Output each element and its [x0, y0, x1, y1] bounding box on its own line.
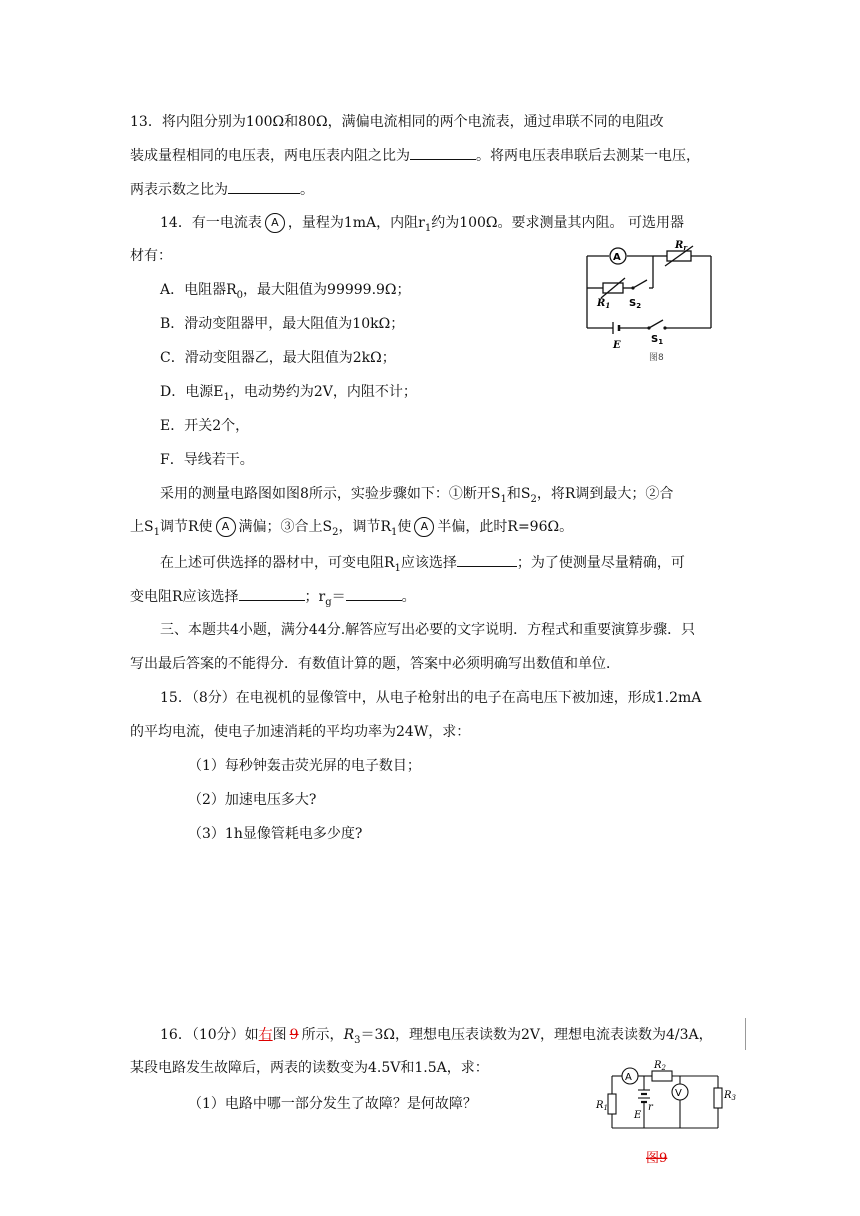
figure-8-circuit — [583, 238, 717, 368]
q13-text: 两表示数之比为 — [130, 182, 228, 198]
resistor-r3-label: $R_3$ — [724, 1090, 736, 1102]
ammeter-symbol: A — [265, 213, 285, 233]
option-text: D．电源E — [160, 384, 224, 400]
q14-ask-line2 — [130, 586, 416, 613]
ammeter-label: A — [613, 252, 621, 263]
q14-text: ，将R调到最大；②合 — [536, 486, 674, 502]
q16-text: 所示， — [301, 1027, 344, 1043]
q14-text: ，量程为1mA，内阻r — [287, 215, 425, 231]
circuit-diagram — [583, 238, 717, 368]
q14-text: ，调节R — [338, 519, 392, 535]
subscript: 1 — [424, 222, 432, 234]
resistor-r1-label: $R_1$ — [597, 298, 611, 310]
internal-r-label: r — [648, 1102, 653, 1113]
q14-text: 和S — [506, 486, 531, 502]
q15-line2: 的平均电流，使电子加速消耗的平均功率为24W，求： — [130, 724, 471, 740]
answer-blank[interactable] — [346, 586, 402, 601]
q13-text: 。 — [300, 182, 314, 198]
circuit-diagram — [594, 1058, 740, 1170]
option-b: B．滑动变阻器甲，最大阻值为10kΩ； — [160, 316, 405, 332]
q13-line3 — [130, 179, 314, 200]
ammeter-symbol: A — [414, 517, 434, 537]
voltmeter-label: V — [675, 1088, 682, 1099]
source-e-label: E — [634, 1110, 642, 1121]
q13-text: 装成量程相同的电压表，两电压表内阻之比为 — [130, 148, 410, 164]
q14-text: ；为了使测量尽量精确，可 — [516, 555, 685, 571]
inserted-text: 右 — [258, 1027, 273, 1043]
figure-8-caption: 图8 — [649, 353, 664, 363]
q14-text: ＝ — [331, 589, 346, 605]
option-d — [160, 382, 417, 408]
subscript: 1 — [153, 526, 160, 538]
option-text: ，电动势约为2V，内阻不计； — [229, 384, 417, 400]
figure-9-caption: 图9 — [646, 1151, 668, 1166]
q15-part3: （3）1h显像管耗电多少度? — [188, 826, 363, 842]
source-e-label: E — [613, 340, 621, 351]
section3-line2: 写出最后答案的不能得分．有数值计算的题，答案中必须明确写出数值和单位． — [130, 656, 620, 672]
q14-steps-line2 — [130, 517, 573, 543]
q13-text: 。将两电压表串联后去测某一电压， — [476, 148, 700, 164]
q14-text: 使 — [397, 519, 412, 535]
q14-text: 变电阻R应该选择 — [130, 589, 239, 605]
subscript: 1 — [500, 493, 507, 505]
option-f: F．导线若干。 — [160, 452, 254, 468]
answer-blank[interactable] — [410, 145, 476, 160]
q14-text: 调节R使 — [159, 519, 213, 535]
resistor-r2-label: $R_2$ — [654, 1060, 666, 1072]
option-a — [160, 280, 411, 306]
subscript: g — [325, 596, 332, 608]
switch-s2-label: $S_2$ — [629, 298, 642, 310]
subscript: 0 — [236, 289, 244, 301]
margin-marker — [745, 1018, 746, 1050]
option-text: A．电阻器R — [160, 282, 237, 298]
q14-text: 半偏，此时R=96Ω。 — [437, 519, 574, 535]
resistor-r1-label: $R_1$ — [596, 1100, 608, 1112]
option-e: E．开关2个， — [160, 418, 250, 434]
q14-text: 14．有一电流表 — [160, 215, 262, 231]
answer-blank[interactable] — [228, 179, 300, 194]
subscript: 2 — [530, 493, 537, 505]
answer-blank[interactable] — [457, 552, 517, 567]
subscript: 2 — [332, 526, 339, 538]
q14-steps-line1 — [160, 484, 673, 510]
q14-text: 上S — [130, 519, 154, 535]
subscript: 3 — [354, 1034, 361, 1046]
q15-part2: （2）加速电压多大? — [188, 792, 317, 808]
resistor-r-label: $R_r$ — [675, 240, 688, 252]
option-c: C．滑动变阻器乙，最大阻值为2kΩ； — [160, 350, 396, 366]
q14-line2: 材有： — [130, 248, 172, 264]
q16-part1: （1）电路中哪一部分发生了故障？是何故障？ — [188, 1096, 477, 1112]
section3-line1: 三、本题共4小题，满分44分.解答应写出必要的文字说明．方程式和重要演算步骤．只 — [160, 622, 696, 638]
q14-text: 在上述可供选择的器材中，可变电阻R — [160, 555, 395, 571]
q15-line1: 15．（8分）在电视机的显像管中，从电子枪射出的电子在高电压下被加速，形成1.2mA — [160, 690, 702, 706]
q13-line1: 13．将内阻分别为100Ω和80Ω，满偏电流相同的两个电流表，通过串联不同的电阻改 — [130, 114, 664, 130]
q14-text: 满偏；③合上S — [238, 519, 333, 535]
ammeter-label: A — [625, 1072, 632, 1083]
q13-line2 — [130, 145, 700, 166]
figure-9-circuit — [594, 1058, 740, 1170]
q16-text: 图 — [272, 1027, 287, 1043]
q14-text: 。 — [401, 589, 416, 605]
q14-text: 采用的测量电路图如图8所示，实验步骤如下：①断开S — [160, 486, 501, 502]
q16-text: ＝3Ω，理想电压表读数为2V，理想电流表读数为4/3A， — [360, 1027, 713, 1043]
option-text: ，最大阻值为99999.9Ω； — [243, 282, 411, 298]
q16-line2: 某段电路发生故障后，两表的读数变为4.5V和1.5A，求： — [130, 1060, 489, 1076]
q16-line1 — [160, 1025, 713, 1051]
ammeter-symbol: A — [216, 517, 236, 537]
answer-blank[interactable] — [239, 586, 305, 601]
q14-text: 应该选择 — [400, 555, 457, 571]
q14-text: ；r — [304, 589, 326, 605]
q14-text: 约为100Ω。要求测量其内阻。 可选用器 — [431, 215, 684, 231]
q14-line1 — [160, 213, 684, 239]
q16-text: 16．（10分）如 — [160, 1027, 259, 1043]
q14-ask-line1 — [160, 552, 685, 579]
subscript: 1 — [394, 562, 401, 574]
deleted-text: 9 — [289, 1027, 299, 1043]
subscript: 1 — [391, 526, 398, 538]
switch-s1-label: $S_1$ — [651, 334, 664, 346]
subscript: 1 — [223, 391, 230, 403]
q16-text: R — [343, 1027, 355, 1043]
q15-part1: （1）每秒钟轰击荧光屏的电子数目； — [188, 758, 421, 774]
